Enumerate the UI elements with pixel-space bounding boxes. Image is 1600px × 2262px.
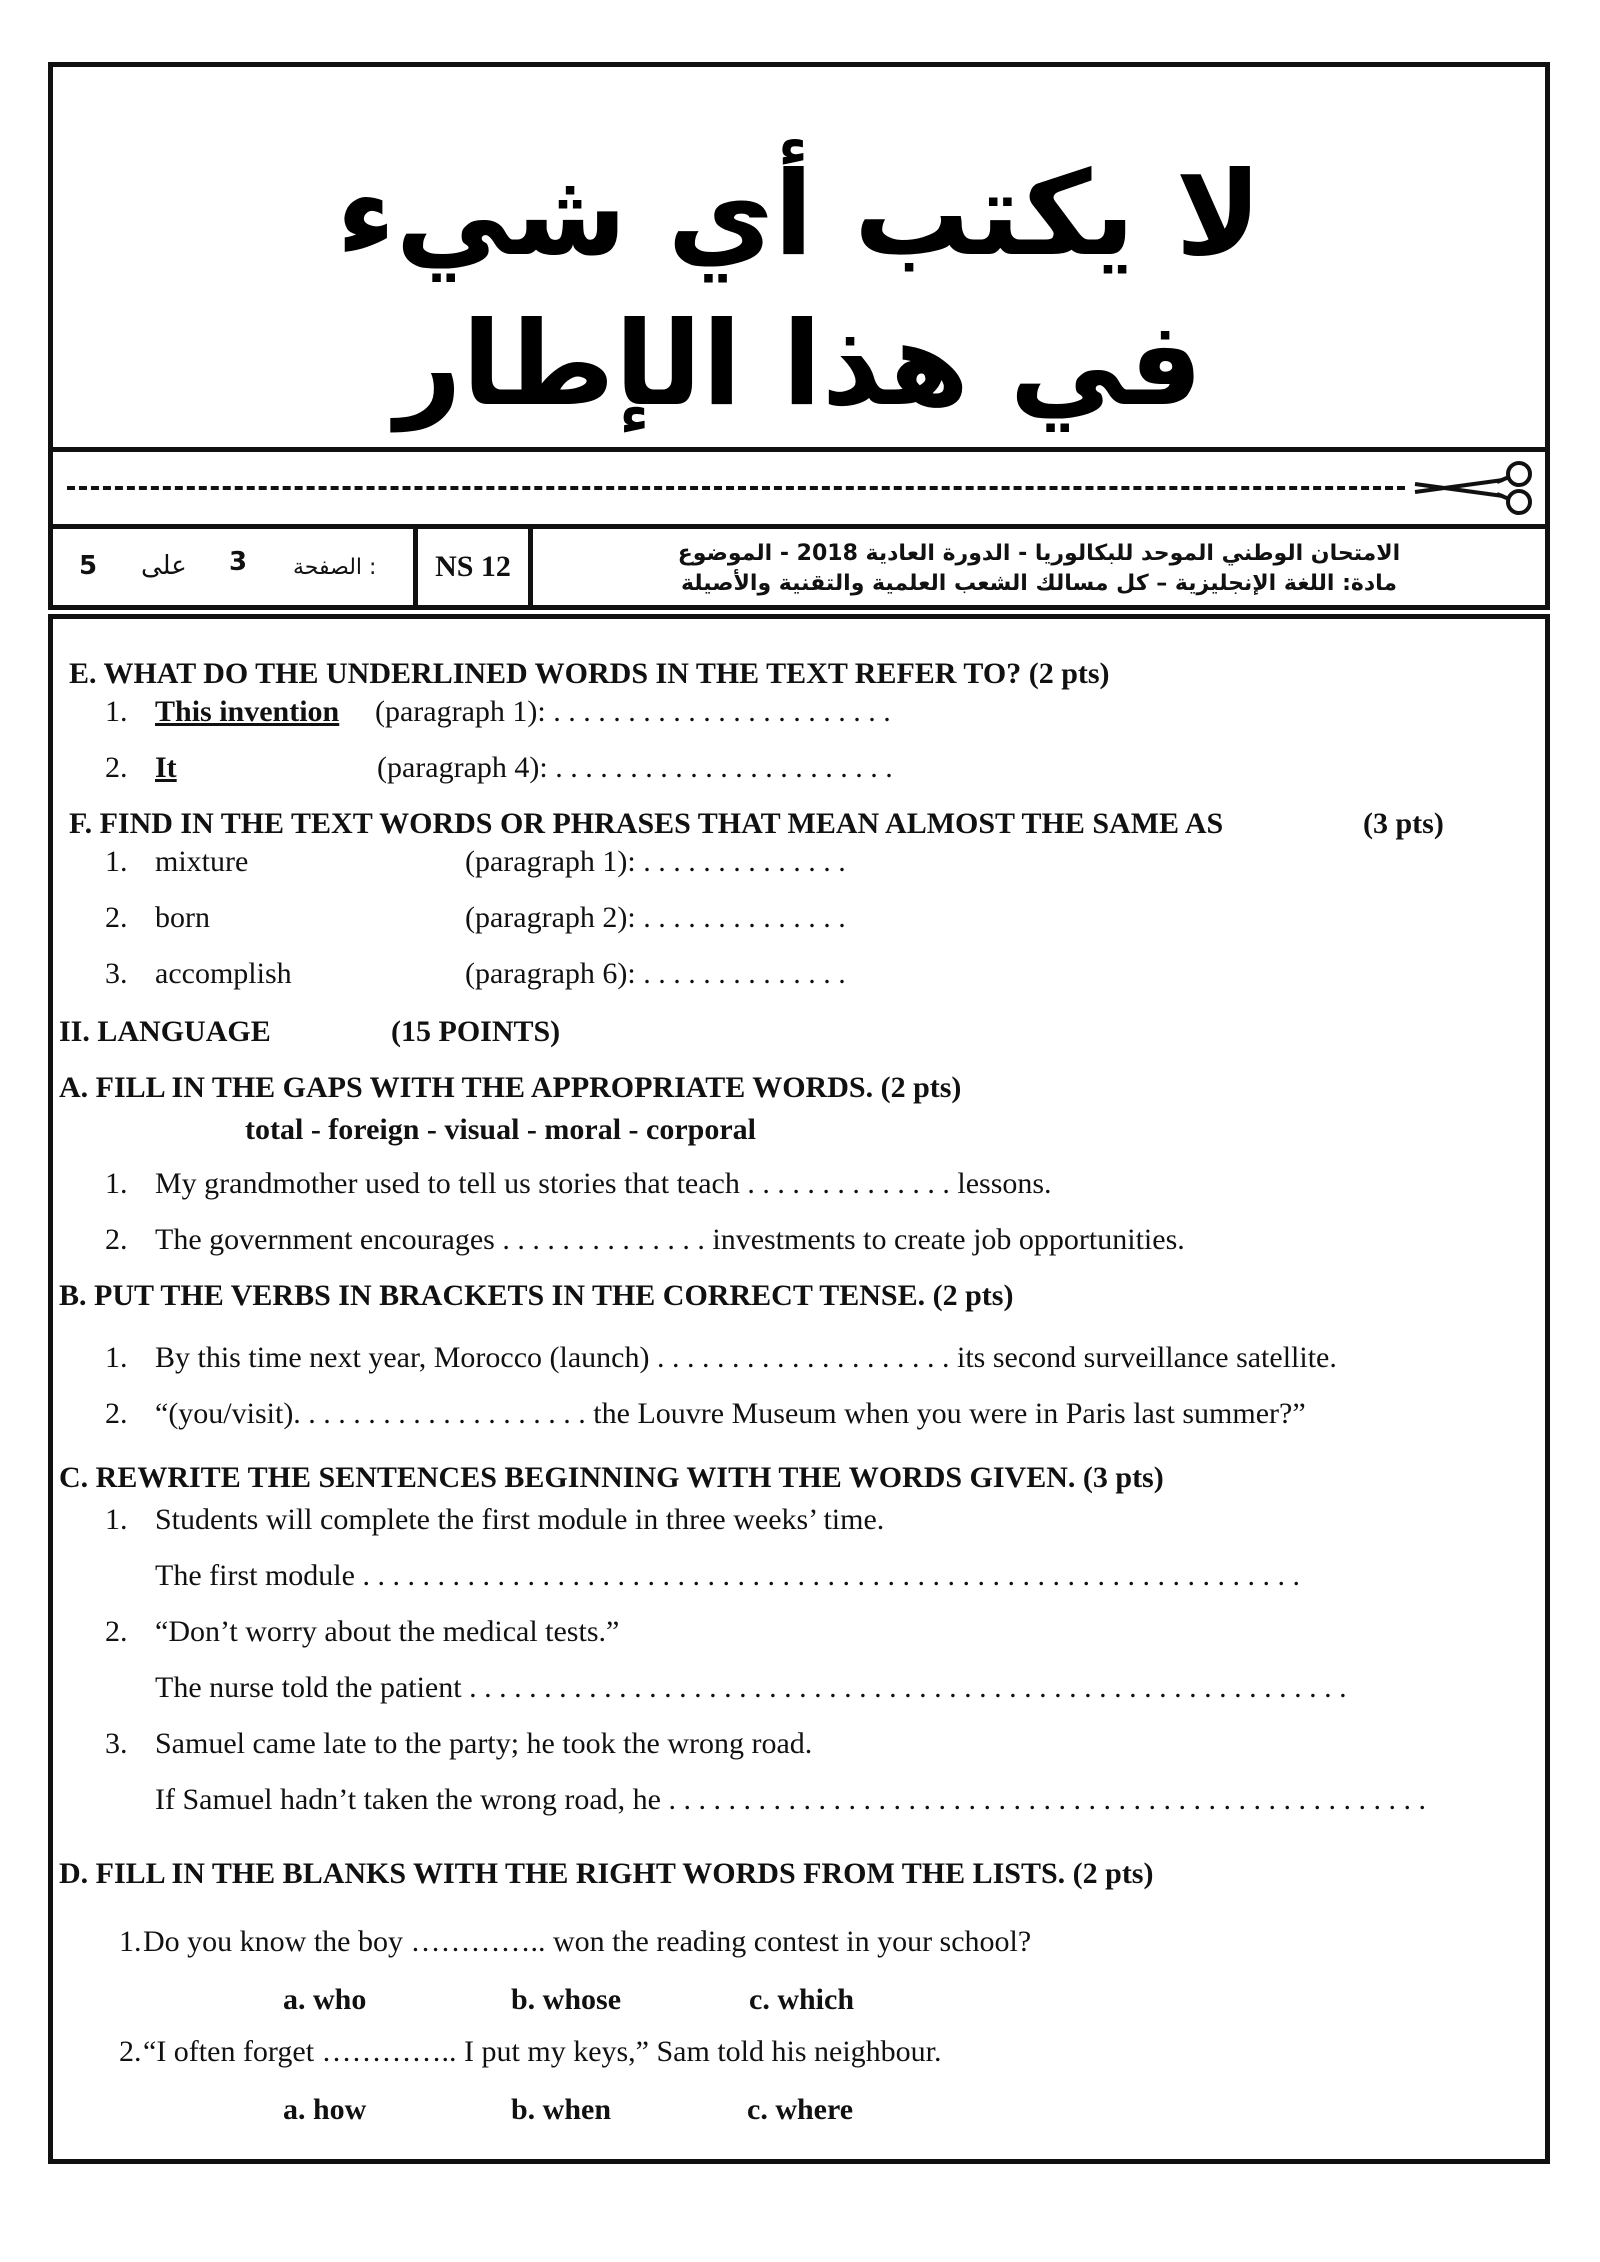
- exam-title: [533, 529, 1545, 605]
- underlined-word: It: [155, 751, 177, 784]
- language-points: (15 POINTS): [391, 1015, 561, 1048]
- rewrite-prompt: If Samuel hadn’t taken the wrong road, he . . . . . . . . . . . . . . . . . . . . . . . . . . . . . . . . . . . . . . . . . . . . . . . . . . .: [155, 1783, 1426, 1816]
- page-of-label: على: [141, 551, 187, 581]
- section-e-heading: E. WHAT DO THE UNDERLINED WORDS IN THE TEXT REFER TO? (2 pts): [69, 657, 1110, 690]
- exam-content: [48, 614, 1550, 2164]
- reference-blank: (paragraph 6): . . . . . . . . . . . . . .: [465, 957, 846, 990]
- question-text: Students will complete the first module in three weeks’ time.: [155, 1503, 885, 1536]
- section-d-heading: D. FILL IN THE BLANKS WITH THE RIGHT WORDS FROM THE LISTS. (2 pts): [59, 1857, 1154, 1890]
- section-f-heading: F. FIND IN THE TEXT WORDS OR PHRASES THAT MEAN ALMOST THE SAME AS: [69, 807, 1224, 840]
- list-item-number: 1.: [105, 695, 128, 728]
- list-item-number: 1.: [119, 1925, 142, 1958]
- list-item-number: 2.: [105, 1397, 128, 1430]
- vocabulary-word: mixture: [155, 845, 249, 878]
- frame-text-line1: لا يكتب أي شيء: [336, 147, 1262, 282]
- option-c: c. where: [747, 2093, 854, 2126]
- frame-text-line2: في هذا الإطار: [395, 297, 1203, 432]
- option-c: c. which: [749, 1983, 854, 2016]
- list-item-number: 2.: [105, 1223, 128, 1256]
- option-a: a. how: [283, 2093, 367, 2126]
- word-list: total - foreign - visual - moral - corporal: [245, 1113, 757, 1146]
- question-text: The government encourages . . . . . . . . . . . . . . investments to create job opportunities.: [155, 1223, 1185, 1256]
- list-item-number: 1.: [105, 1503, 128, 1536]
- list-item-number: 1.: [105, 1167, 128, 1200]
- question-text: Samuel came late to the party; he took the wrong road.: [155, 1727, 813, 1760]
- option-b: b. whose: [511, 1983, 622, 2016]
- question-text: Do you know the boy ………….. won the reading contest in your school?: [143, 1925, 1032, 1958]
- reference-blank: (paragraph 2): . . . . . . . . . . . . . .: [465, 901, 846, 934]
- list-item-number: 2.: [105, 1615, 128, 1648]
- list-item-number: 2.: [105, 751, 128, 784]
- list-item-number: 3.: [105, 957, 128, 990]
- question-text: By this time next year, Morocco (launch) . . . . . . . . . . . . . . . . . . . . its second surveillance satellite.: [155, 1341, 1337, 1374]
- question-text: My grandmother used to tell us stories that teach . . . . . . . . . . . . . . lessons.: [155, 1167, 1052, 1200]
- question-text: “I often forget ………….. I put my keys,” Sam told his neighbour.: [143, 2035, 942, 2068]
- section-b-heading: B. PUT THE VERBS IN BRACKETS IN THE CORRECT TENSE. (2 pts): [59, 1279, 1014, 1312]
- list-item-number: 1.: [105, 1341, 128, 1374]
- list-item-number: 1.: [105, 845, 128, 878]
- exam-title-line2: مادة: اللغة الإنجليزية – كل مسالك الشعب العلمية والتقنية والأصيلة: [680, 571, 1398, 596]
- option-b: b. when: [511, 2093, 612, 2126]
- list-item-number: 2.: [119, 2035, 142, 2068]
- rewrite-prompt: The nurse told the patient . . . . . . . . . . . . . . . . . . . . . . . . . . . . . . . . . . . . . . . . . . . . . . . . . . . . . . . . . . .: [155, 1671, 1347, 1704]
- reference-blank: (paragraph 1): . . . . . . . . . . . . . .: [465, 845, 846, 878]
- vocabulary-word: accomplish: [155, 957, 292, 990]
- scissors-icon: [1411, 460, 1541, 516]
- question-text: “Don’t worry about the medical tests.”: [155, 1615, 620, 1648]
- page-label: الصفحة :: [293, 555, 377, 580]
- option-a: a. who: [283, 1983, 367, 2016]
- section-c-heading: C. REWRITE THE SENTENCES BEGINNING WITH THE WORDS GIVEN. (3 pts): [59, 1461, 1164, 1494]
- section-f-points: (3 pts): [1363, 807, 1444, 840]
- do-not-write-frame: [48, 62, 1550, 452]
- list-item-number: 3.: [105, 1727, 128, 1760]
- page-current: 3: [229, 547, 248, 577]
- list-item-number: 2.: [105, 901, 128, 934]
- section-a-heading: A. FILL IN THE GAPS WITH THE APPROPRIATE WORDS. (2 pts): [59, 1071, 962, 1104]
- exam-header: [48, 524, 1550, 610]
- vocabulary-word: born: [155, 901, 210, 934]
- page-indicator: [53, 529, 418, 605]
- question-text: “(you/visit). . . . . . . . . . . . . . . . . . . . the Louvre Museum when you were in Paris last summer?”: [155, 1397, 1306, 1430]
- cut-line: [48, 452, 1550, 524]
- exam-code: NS 12: [418, 529, 533, 605]
- exam-title-line1: الامتحان الوطني الموحد للبكالوريا - الدورة العادية 2018 - الموضوع: [677, 541, 1401, 566]
- reference-blank: (paragraph 4): . . . . . . . . . . . . . . . . . . . . . . .: [377, 751, 893, 784]
- rewrite-prompt: The first module . . . . . . . . . . . . . . . . . . . . . . . . . . . . . . . . . . . . . . . . . . . . . . . . . . . . . . . . . . . . . . .: [155, 1559, 1300, 1592]
- reference-blank: (paragraph 1): . . . . . . . . . . . . . . . . . . . . . . .: [375, 695, 891, 728]
- page-total: 5: [79, 551, 98, 581]
- underlined-word: This invention: [155, 695, 340, 728]
- dashed-cut-line: [67, 486, 1405, 490]
- language-heading: II. LANGUAGE: [59, 1015, 271, 1048]
